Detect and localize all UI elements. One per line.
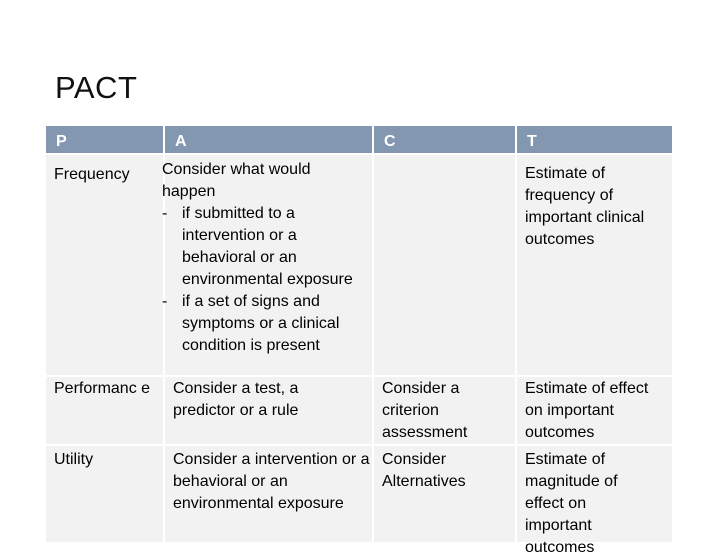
list-item: - if a set of signs and symptoms or a clinical condition is present [162,293,340,354]
row-utility-p: Utility [54,451,94,468]
slide-title: PACT [55,70,138,105]
row-frequency-t: Estimate of frequency of important clinical outcomes [525,165,645,248]
bullet-dash: - [162,293,168,310]
row-frequency-a-list [162,203,372,357]
row-frequency-a [162,155,372,357]
bullet-dash: - [162,205,168,222]
row-utility-t: Estimate of magnitude of effect on important outcomes [525,451,618,556]
header-a: A [163,126,372,153]
row-performance-c: Consider a criterion assessment [382,380,468,441]
list-item: - if submitted to a intervention or a behavioral or an environmental exposure [162,205,353,288]
table-row-performance [46,375,672,446]
header-c: C [372,126,515,153]
row-performance-t: Estimate of effect on important outcomes [525,380,649,441]
table-header-row [46,126,672,153]
header-t: T [515,126,672,153]
row-frequency-a-intro: Consider what would happen [162,161,311,200]
row-frequency-p: Frequency [54,166,130,183]
row-utility-a: Consider a intervention or a behavioral or an environmental exposure [173,451,370,512]
row-performance-a: Consider a test, a predictor or a rule [173,380,299,419]
table-row-utility [46,444,672,556]
table-row-frequency [46,153,672,377]
row-performance-p: Performanc e [54,380,151,397]
row-frequency-c [374,155,515,159]
header-p: P [56,133,67,150]
row-utility-c: Consider Alternatives [382,451,466,490]
